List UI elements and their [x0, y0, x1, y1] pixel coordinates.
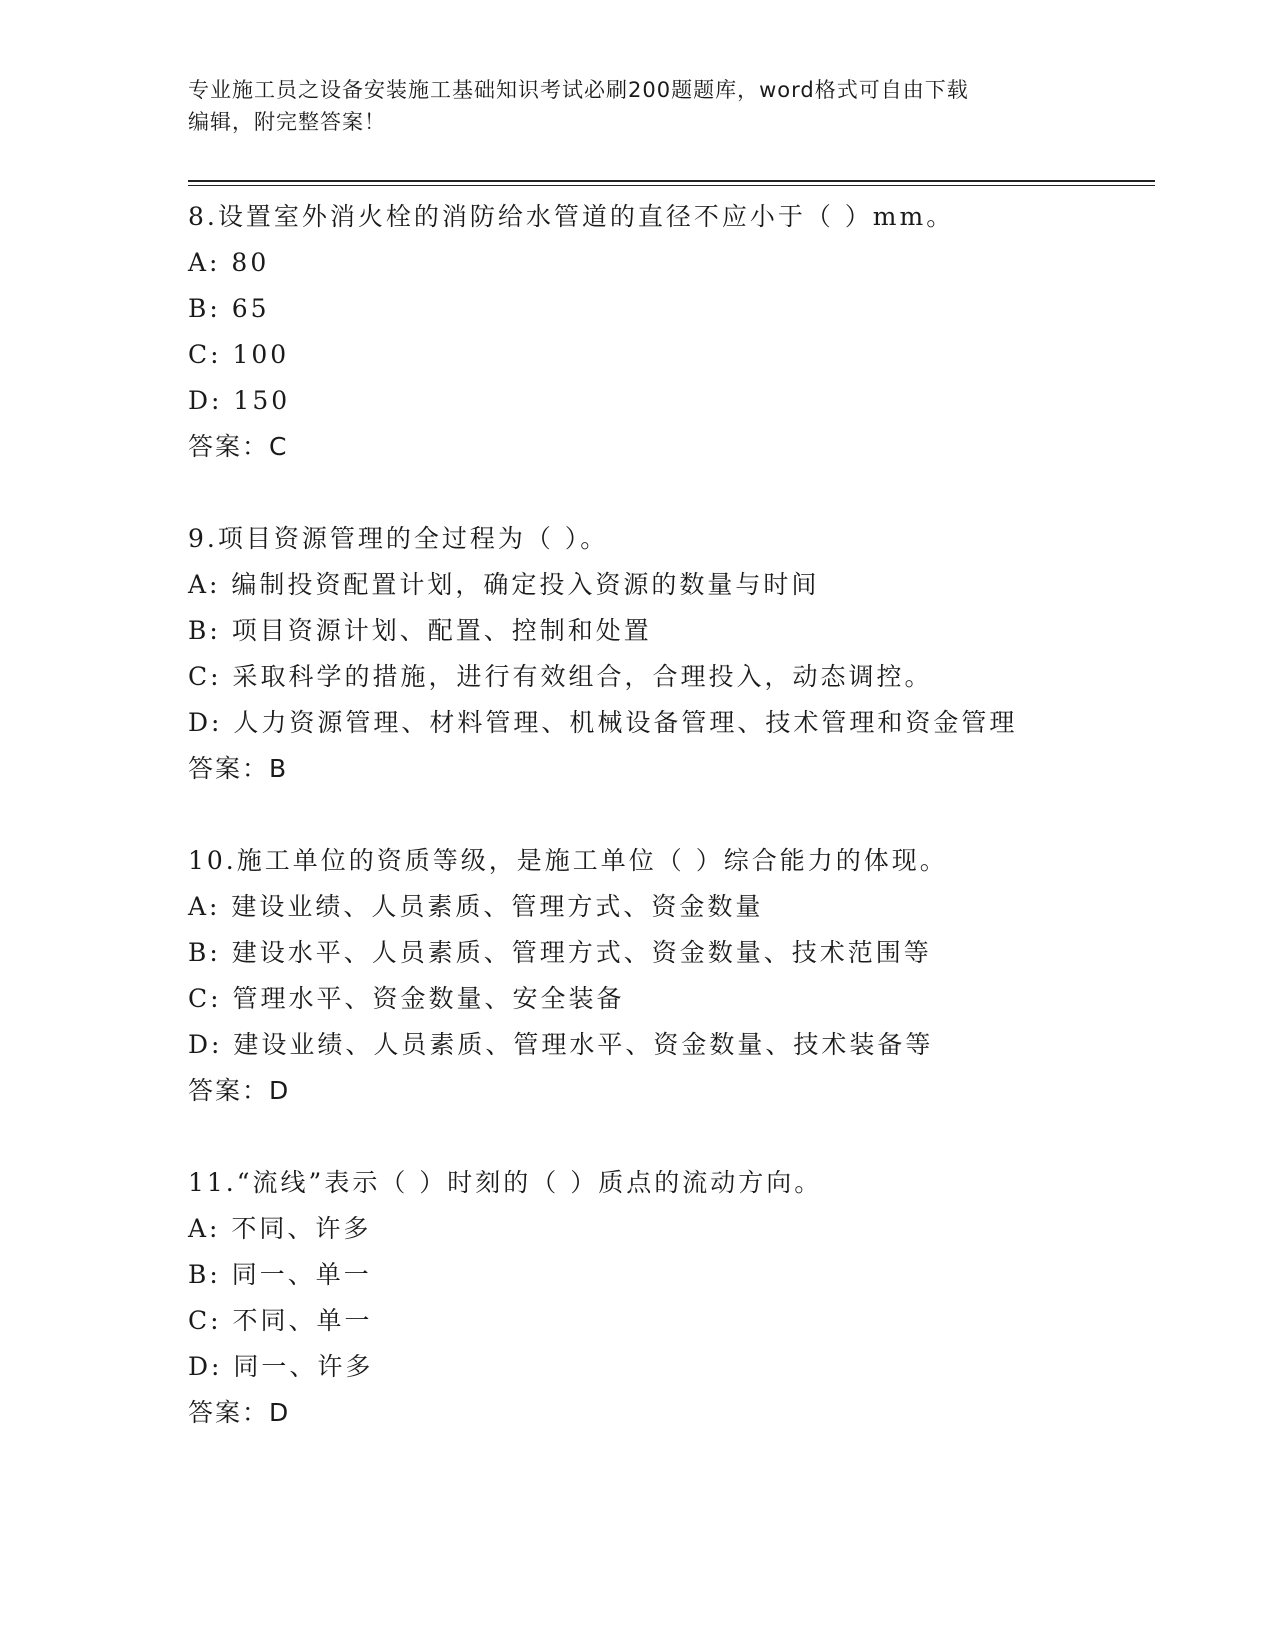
question-list [188, 194, 1148, 1482]
header-title-line-1: 专业施工员之设备安装施工基础知识考试必刷200题题库，word格式可自由下载 [188, 78, 969, 102]
option-d: D: 人力资源管理、材料管理、机械设备管理、技术管理和资金管理 [188, 708, 1018, 737]
option-b: B: 同一、单一 [188, 1260, 372, 1289]
option-d: D: 建设业绩、人员素质、管理水平、资金数量、技术装备等 [188, 1030, 934, 1059]
question-11 [188, 1160, 1148, 1436]
option-a: A: 编制投资配置计划，确定投入资源的数量与时间 [188, 570, 820, 599]
option-c: C: 管理水平、资金数量、安全装备 [188, 984, 625, 1013]
document-header [188, 74, 1088, 138]
option-c: C: 采取科学的措施，进行有效组合，合理投入，动态调控。 [188, 662, 933, 691]
option-c: C: 100 [188, 340, 290, 369]
option-a: A: 80 [188, 248, 270, 277]
answer-key: 答案：C [188, 432, 289, 461]
answer-key: 答案：D [188, 1398, 291, 1427]
header-divider-thin [188, 185, 1155, 186]
option-d: D: 同一、许多 [188, 1352, 374, 1381]
question-stem: 8.设置室外消火栓的消防给水管道的直径不应小于（ ）mm。 [188, 202, 955, 231]
question-8 [188, 194, 1148, 470]
header-divider-thick [188, 180, 1155, 182]
option-b: B: 建设水平、人员素质、管理方式、资金数量、技术范围等 [188, 938, 932, 967]
option-d: D: 150 [188, 386, 291, 415]
option-b: B: 65 [188, 294, 270, 323]
header-title-line-2: 编辑，附完整答案！ [188, 110, 386, 134]
answer-key: 答案：B [188, 754, 289, 783]
option-b: B: 项目资源计划、配置、控制和处置 [188, 616, 652, 645]
question-stem: 9.项目资源管理的全过程为（ ）。 [188, 524, 609, 553]
option-a: A: 建设业绩、人员素质、管理方式、资金数量 [188, 892, 764, 921]
question-10 [188, 838, 1148, 1114]
option-a: A: 不同、许多 [188, 1214, 372, 1243]
answer-key: 答案：D [188, 1076, 291, 1105]
question-9 [188, 516, 1148, 792]
question-stem: 10.施工单位的资质等级，是施工单位（ ）综合能力的体现。 [188, 846, 948, 875]
option-c: C: 不同、单一 [188, 1306, 373, 1335]
question-stem: 11.“流线”表示（ ）时刻的（ ）质点的流动方向。 [188, 1168, 823, 1197]
